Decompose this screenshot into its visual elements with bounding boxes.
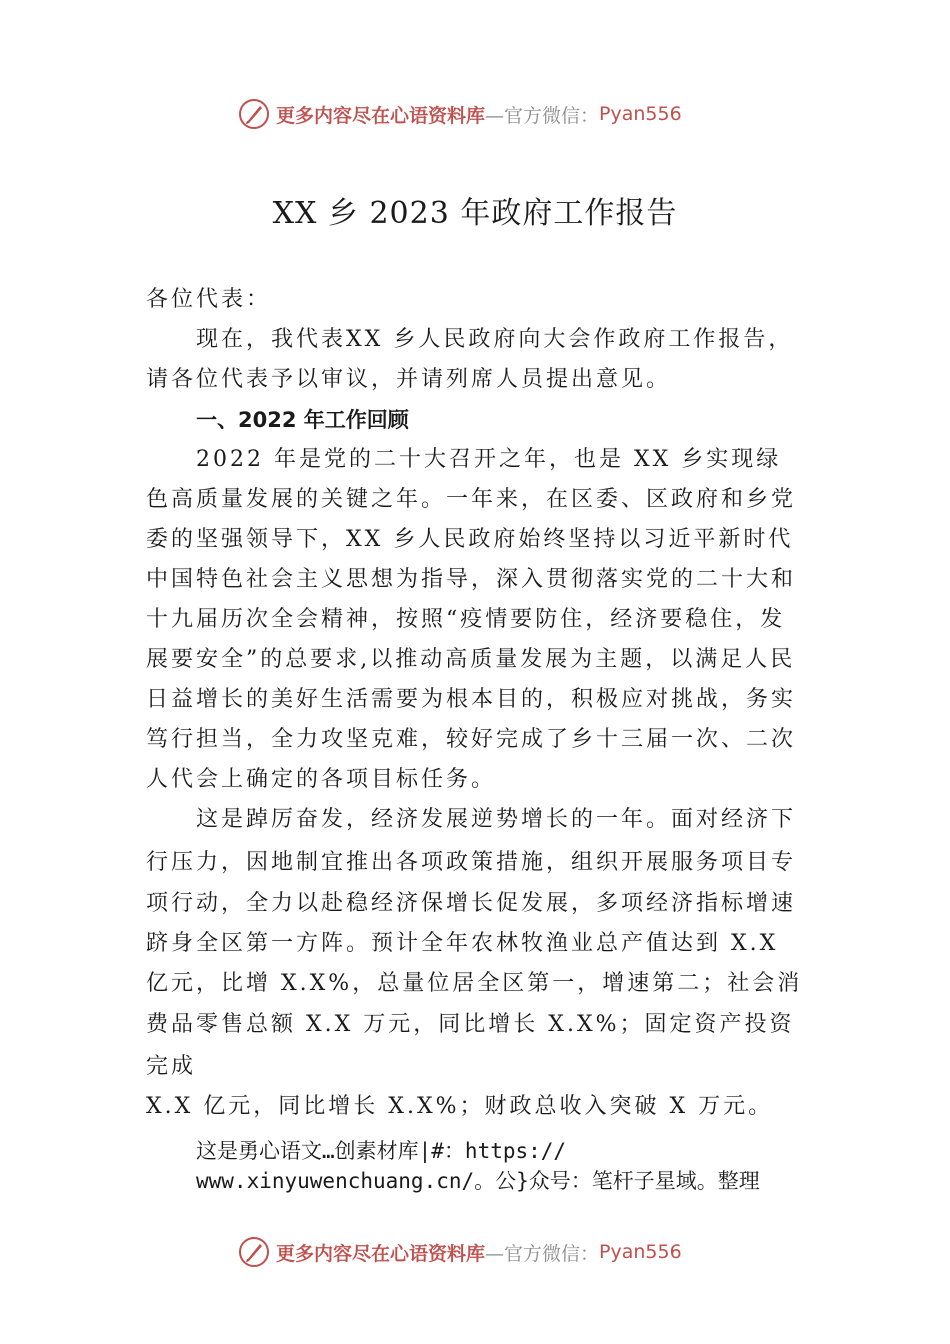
paragraph2-line: 行压力，因地制宜推出各项政策措施，组织开展服务项目专 (146, 850, 797, 875)
feather-pen-icon (238, 1236, 270, 1268)
review-paragraph: 2022 年是党的二十大召开之年，也是 XX 乡实现绿色高质量发展的关键之年。一年来，在区委、区政府和乡党委的坚强领导下，XX 乡人民政府始终坚持以习近平新时代中国特色社会主义思想为指导，深入贯彻落实党的二十大和十九届历次全会精神，按照“疫情要防住，经济要稳住，发展要安全”的总要求,以推动高质量发展为主题，以满足人民日益增长的美好生活需要为根本目的，积极应对挑战，务实笃行担当，全力攻坚克难，较好完成了乡十三届一次、二次人代会上确定的各项目标任务。 (146, 447, 797, 792)
document-title: XX 乡 2023 年政府工作报告 (272, 196, 678, 231)
watermark-sub-text: —官方微信： (485, 1242, 600, 1265)
paragraph2-line: 亿元，比增 X.X%，总量位居全区第一，增速第二；社会消 (146, 971, 803, 996)
intro-paragraph: 现在，我代表XX 乡人民政府向大会作政府工作报告， 请各位代表予以审议，并请列席人员提出意见。 (146, 327, 794, 392)
watermark-main-text: 更多内容尽在心语资料库 (276, 104, 486, 127)
watermark-main-text: 更多内容尽在心语资料库 (276, 1242, 486, 1265)
paragraph2-line: 跻身全区第一方阵。预计全年农林牧渔业总产值达到 X.X (146, 931, 779, 956)
watermark-id: Pyan556 (599, 103, 682, 125)
watermark-id: Pyan556 (599, 1241, 682, 1263)
watermark-sub-text: —官方微信： (485, 104, 600, 127)
watermark-footer (238, 1236, 682, 1268)
section-heading: 一、2022 年工作回顾 (196, 408, 409, 432)
watermark-header (238, 98, 682, 130)
paragraph2-line: 项行动，全力以赴稳经济保增长促发展，多项经济指标增速 (146, 891, 797, 916)
paragraph2-line: 费品零售总额 X.X 万元，同比增长 X.X%；固定资产投资 (146, 1012, 795, 1037)
feather-pen-icon (238, 98, 270, 130)
source-note-line-1: 这是勇心语文…创素材库|#：https:// (196, 1139, 567, 1163)
paragraph2-line: 这是踔厉奋发，经济发展逆势增长的一年。面对经济下 (196, 807, 797, 832)
salutation: 各位代表： (146, 287, 272, 312)
source-note-line-2: www.xinyuwenchuang.cn/。公}众号：笔杆子星域。整理 (196, 1169, 760, 1193)
paragraph2-line: X.X 亿元，同比增长 X.X%；财政总收入突破 X 万元。 (146, 1094, 774, 1119)
paragraph2-line: 完成 (146, 1054, 197, 1079)
